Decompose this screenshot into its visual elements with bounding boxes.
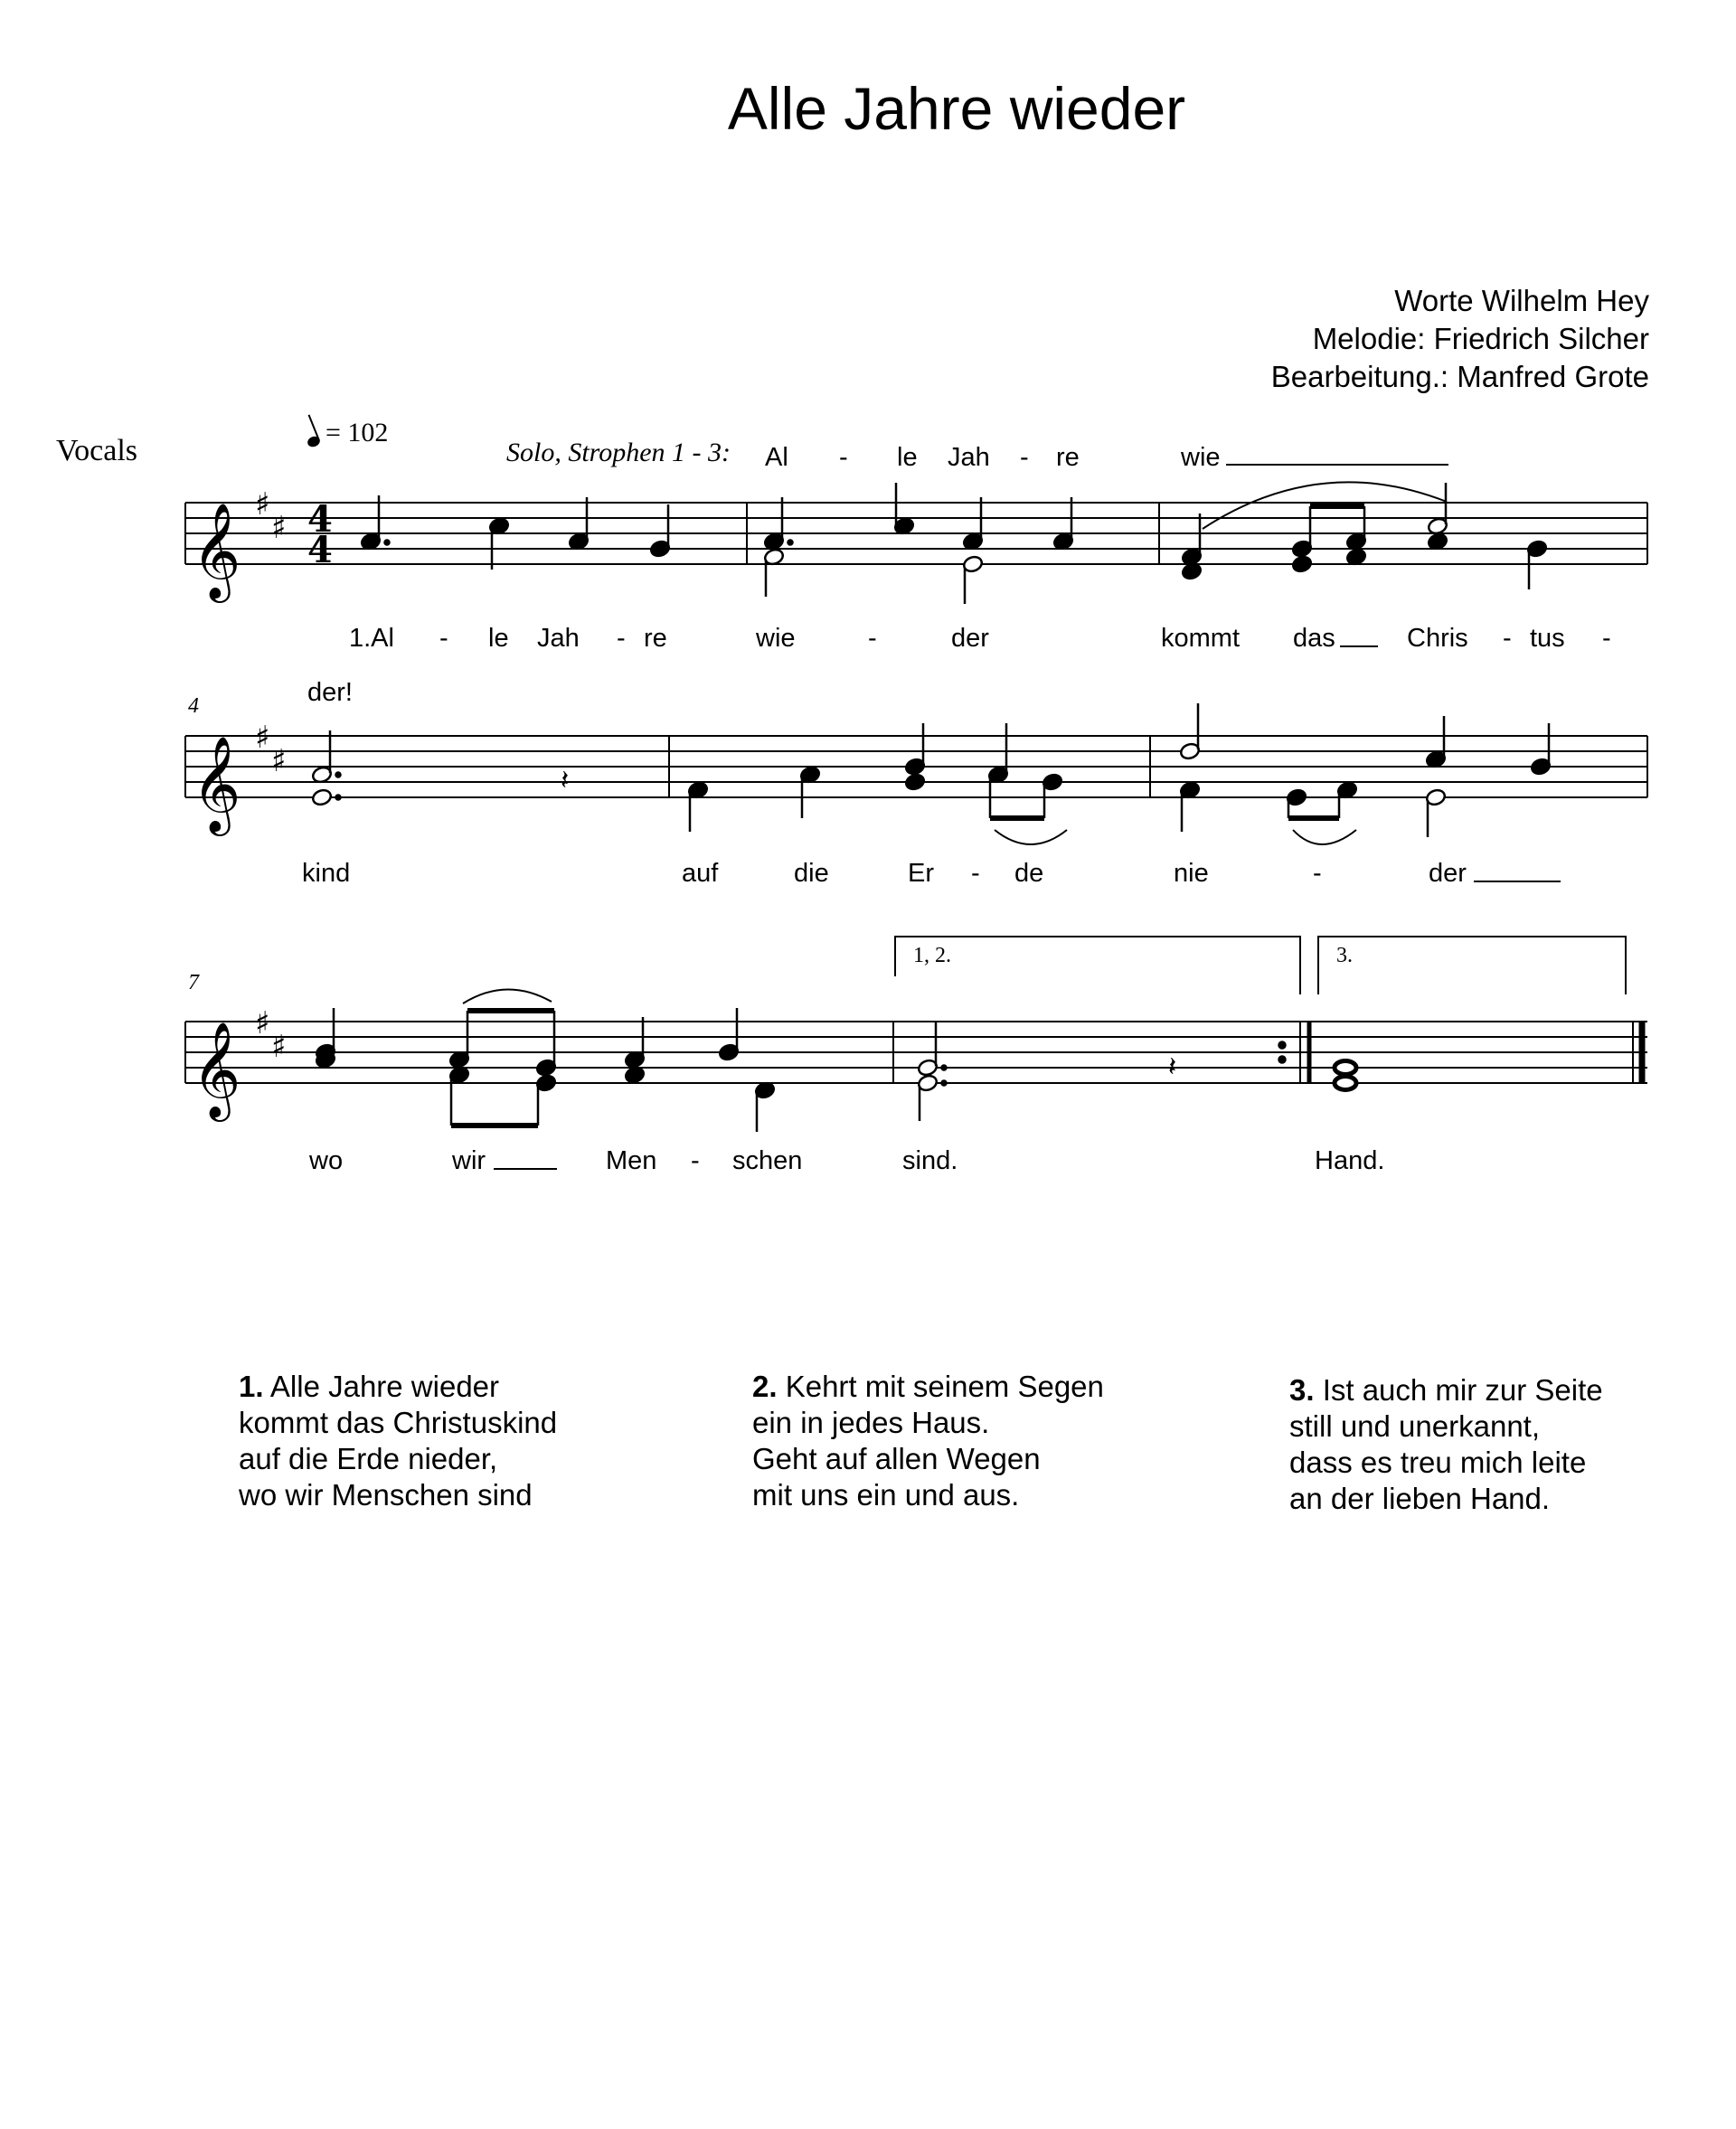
- tempo-value: = 102: [326, 418, 389, 447]
- sharp-icon: ♯: [255, 1005, 270, 1041]
- lyric: der: [1429, 859, 1467, 888]
- verse-line: an der lieben Hand.: [1289, 1482, 1551, 1515]
- verse-line: ein in jedes Haus.: [752, 1406, 990, 1439]
- lyric: le: [897, 443, 918, 472]
- lyric: de: [1014, 859, 1044, 888]
- lyric: re: [644, 624, 667, 653]
- lyric: sind.: [902, 1146, 958, 1175]
- lyric: kommt: [1161, 624, 1240, 653]
- verse-line: Geht auf allen Wegen: [752, 1442, 1041, 1475]
- rest-icon: 𝄽: [1168, 1051, 1177, 1083]
- volta-second-ending: 3.: [1336, 944, 1353, 967]
- sharp-icon: ♯: [271, 1029, 287, 1065]
- treble-clef-icon: 𝄞: [192, 735, 241, 832]
- time-sig-top: 4: [307, 498, 333, 541]
- lyric: tus: [1530, 624, 1565, 653]
- lyric: der!: [307, 678, 353, 707]
- lyric: -: [868, 624, 877, 653]
- lyric: Jah: [537, 624, 580, 653]
- verse-line: auf die Erde nieder,: [239, 1442, 498, 1475]
- lyric: -: [1020, 443, 1029, 472]
- lyric: -: [839, 443, 848, 472]
- lyric: -: [1602, 624, 1611, 653]
- lyric: kind: [302, 859, 351, 888]
- sharp-icon: ♯: [255, 720, 270, 756]
- staff-system-1: [185, 503, 1647, 564]
- lyric-extender: [1474, 881, 1561, 882]
- verse-line: Kehrt mit seinem Segen: [785, 1370, 1104, 1403]
- lyric: le: [488, 624, 509, 653]
- lyric: wie: [756, 624, 796, 653]
- lyric-extender: [1226, 464, 1448, 466]
- verse-line: still und unerkannt,: [1289, 1409, 1541, 1443]
- lyric: das: [1293, 624, 1335, 653]
- lyric: der: [951, 624, 989, 653]
- lyric: die: [794, 859, 829, 888]
- lyric: re: [1056, 443, 1080, 472]
- verse-number: 2.: [752, 1370, 778, 1403]
- instrument-name: Vocals: [56, 434, 138, 467]
- lyric: -: [439, 624, 448, 653]
- lyric: Jah: [948, 443, 990, 472]
- verse-line: Alle Jahre wieder: [269, 1370, 500, 1403]
- verse-line: wo wir Menschen sind: [239, 1478, 533, 1512]
- measure-number: 4: [188, 694, 199, 718]
- verse-1: [239, 1369, 557, 1513]
- lyric-extender: [1340, 645, 1378, 647]
- verse-3: [1289, 1372, 1603, 1517]
- lyric: -: [617, 624, 626, 653]
- verse-number: 3.: [1289, 1373, 1315, 1407]
- verse-2: [752, 1369, 1104, 1513]
- page-title: Alle Jahre wieder: [727, 75, 1186, 142]
- lyric: Men: [606, 1146, 657, 1175]
- lyric: -: [971, 859, 980, 888]
- verse-line: dass es treu mich leite: [1289, 1446, 1587, 1479]
- lyric: Chris: [1407, 624, 1468, 653]
- sharp-icon: ♯: [271, 510, 287, 546]
- volta-first-ending: 1, 2.: [913, 944, 951, 967]
- credit-words: Worte Wilhelm Hey: [1394, 284, 1649, 317]
- rest-icon: 𝄽: [561, 765, 570, 796]
- lyric: 1.Al: [349, 624, 394, 653]
- verse-line: kommt das Christuskind: [239, 1406, 558, 1439]
- lyric: -: [691, 1146, 700, 1175]
- lyric: Hand.: [1315, 1146, 1385, 1175]
- lyric: schen: [732, 1146, 803, 1175]
- lyric: -: [1503, 624, 1512, 653]
- measure-number: 7: [188, 971, 199, 994]
- lyric: Er: [908, 859, 934, 888]
- credit-melody: Melodie: Friedrich Silcher: [1312, 322, 1649, 355]
- lyric: wir: [452, 1146, 486, 1175]
- lyric: -: [1313, 859, 1322, 888]
- lyric: wo: [309, 1146, 344, 1175]
- performance-direction: Solo, Strophen 1 - 3:: [506, 438, 731, 467]
- treble-clef-icon: 𝄞: [192, 502, 241, 598]
- verse-line: mit uns ein und aus.: [752, 1478, 1020, 1512]
- lyric: Al: [765, 443, 788, 472]
- treble-clef-icon: 𝄞: [192, 1021, 241, 1117]
- verse-line: Ist auch mir zur Seite: [1322, 1373, 1603, 1407]
- sharp-icon: ♯: [255, 486, 270, 523]
- lyric-extender: [494, 1168, 557, 1170]
- lyric: nie: [1174, 859, 1209, 888]
- lyric: wie: [1181, 443, 1221, 472]
- credit-arrangement: Bearbeitung.: Manfred Grote: [1270, 360, 1649, 393]
- verse-number: 1.: [239, 1370, 264, 1403]
- sharp-icon: ♯: [271, 743, 287, 779]
- lyric: auf: [682, 859, 719, 888]
- time-sig-bottom: 4: [307, 529, 333, 571]
